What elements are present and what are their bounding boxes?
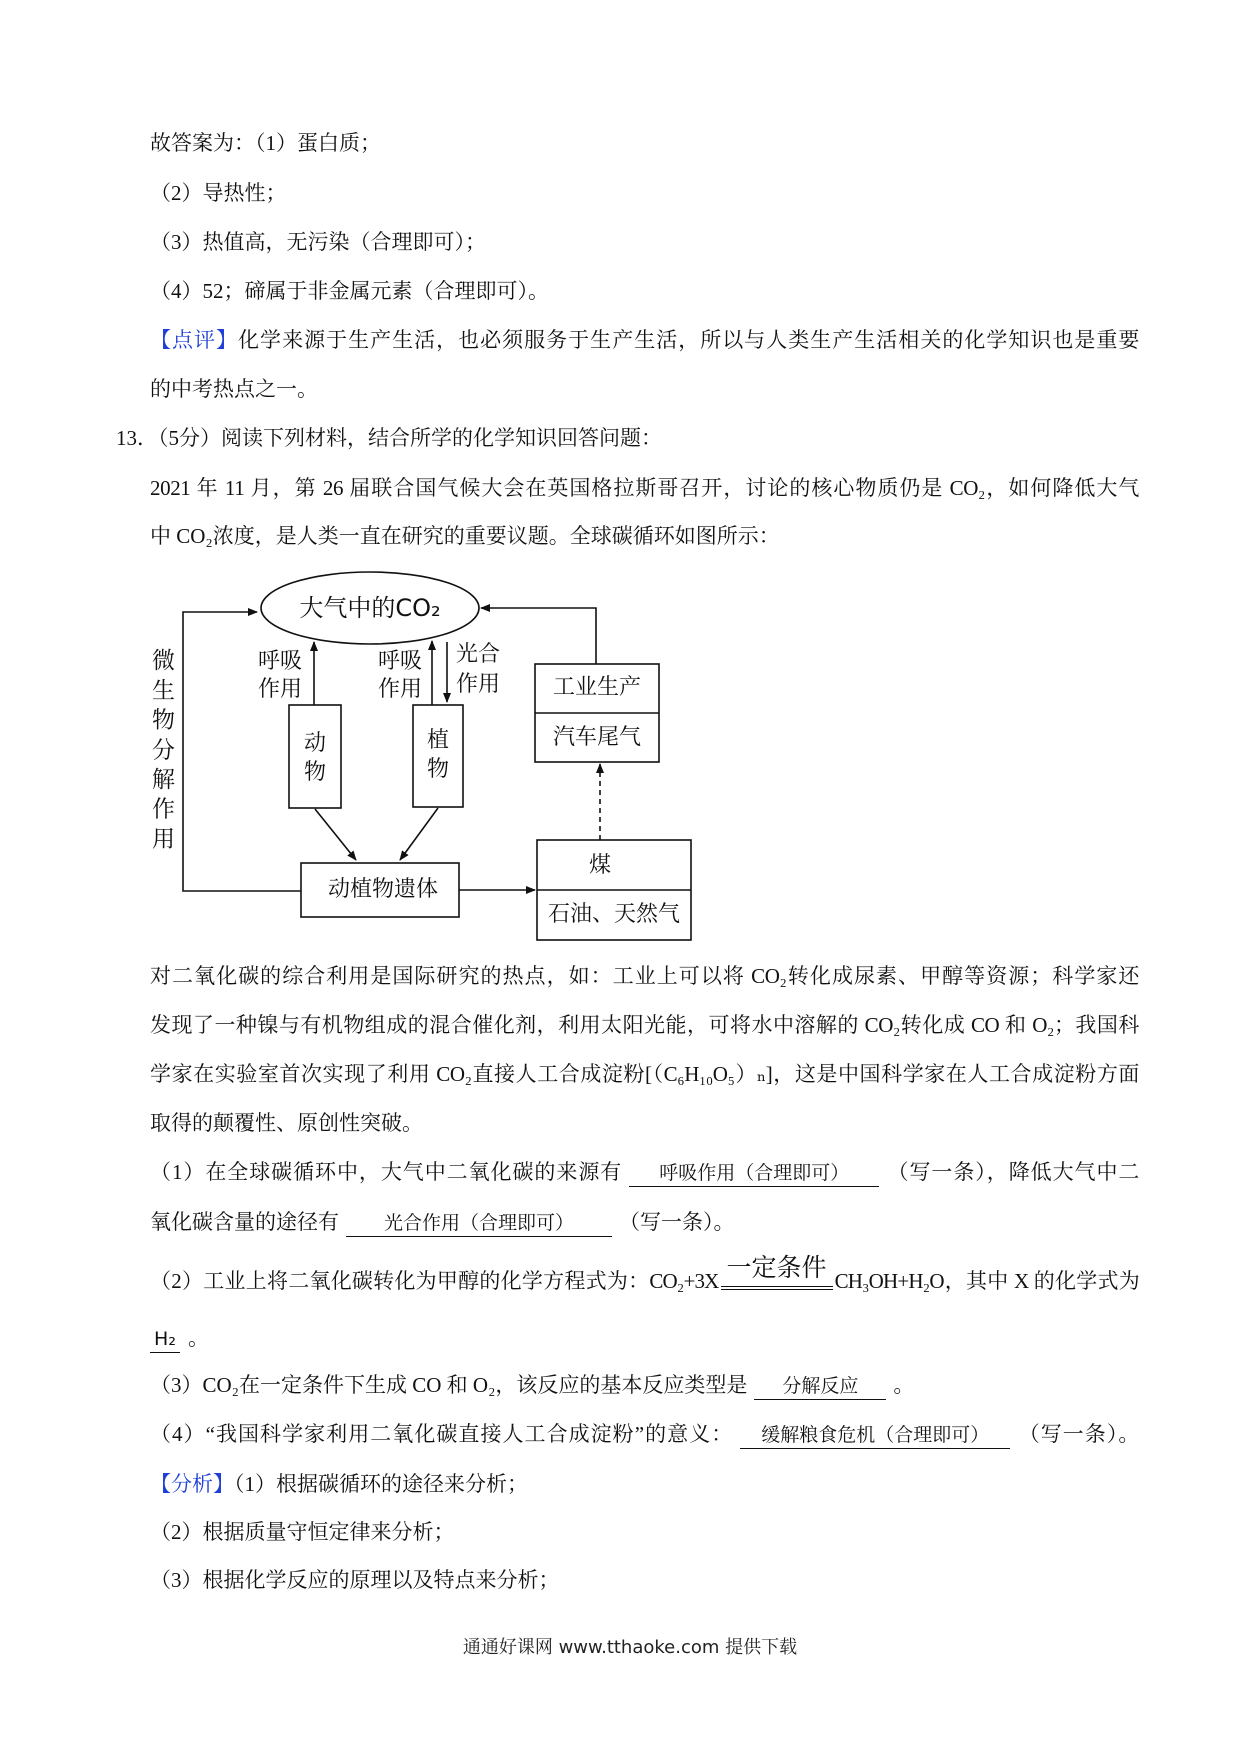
q2-line-2 xyxy=(150,1323,209,1353)
paragraph-line-4: 取得的颠覆性、原创性突破。 xyxy=(150,1111,423,1135)
coal-label: 煤 xyxy=(588,853,612,878)
q2-end: 。 xyxy=(188,1326,209,1350)
animal-respiration-label-2: 作用 xyxy=(257,677,303,702)
q2-answer-blank: H₂ xyxy=(150,1327,180,1353)
analysis-tag: 【分析】 xyxy=(150,1472,234,1496)
decomposition-label: 微生物分解作用 xyxy=(148,648,174,856)
paragraph-line-1: 对二氧化碳的综合利用是国际研究的热点，如：工业上可以将 CO₂转化成尿素、甲醇等资源；科学家还 xyxy=(150,964,1139,988)
material-line-2: 中 CO₂浓度，是人类一直在研究的重要议题。全球碳循环如图所示： xyxy=(150,524,780,548)
animal-label-1: 动 xyxy=(303,731,327,756)
analysis-text-1: （1）根据碳循环的途径来分析； xyxy=(234,1472,528,1496)
plant-label-1: 植 xyxy=(426,728,450,753)
double-line xyxy=(721,1286,833,1290)
q2-products: CH₃OH+H₂O，其中 X 的化学式为 xyxy=(834,1269,1139,1293)
animal-to-remains-arrow xyxy=(315,809,356,860)
q1-answer-blank-1: 呼吸作用（合理即可） xyxy=(629,1161,879,1187)
q4-suffix: （写一条）。 xyxy=(1017,1422,1139,1446)
photosynthesis-label-1: 光合 xyxy=(455,642,501,667)
atmosphere-label: 大气中的CO₂ xyxy=(299,594,441,622)
comment-tag: 【点评】 xyxy=(150,328,239,352)
plant-box xyxy=(413,705,463,807)
animal-respiration-label-1: 呼吸 xyxy=(257,649,303,674)
q3-prefix: （3）CO₂在一定条件下生成 CO 和 O₂，该反应的基本反应类型是 xyxy=(150,1373,748,1397)
analysis-line-1 xyxy=(150,1469,528,1499)
q4-line xyxy=(150,1419,1139,1449)
paragraph-line-2: 发现了一种镍与有机物组成的混合催化剂，利用太阳光能，可将水中溶解的 CO₂转化成 CO 和 O₂；我国科 xyxy=(150,1013,1139,1037)
material-line-1: 2021 年 11 月，第 26 届联合国气候大会在英国格拉斯哥召开，讨论的核心物质仍是 CO₂，如何降低大气 xyxy=(150,476,1139,500)
q3-answer-blank: 分解反应 xyxy=(754,1374,886,1400)
comment-text: 化学来源于生产生活，也必须服务于生产生活，所以与人类生产生活相关的化学知识也是重要 xyxy=(238,328,1139,352)
exhaust-label: 汽车尾气 xyxy=(552,725,642,750)
q1-line-1 xyxy=(150,1157,1139,1187)
answer-line-4: （4）52；碲属于非金属元素（合理即可）。 xyxy=(150,279,549,303)
analysis-line-2: （2）根据质量守恒定律来分析； xyxy=(150,1520,455,1544)
animal-label-2: 物 xyxy=(303,760,327,785)
question-heading xyxy=(116,423,662,453)
question-number: 13． xyxy=(116,426,158,450)
q1-line-2 xyxy=(150,1207,735,1237)
q1-middle: （写一条），降低大气中二 xyxy=(886,1160,1139,1184)
plant-respiration-label-2: 作用 xyxy=(377,677,423,702)
q1-prefix: （1）在全球碳循环中，大气中二氧化碳的来源有 xyxy=(150,1160,623,1184)
remains-label: 动植物遗体 xyxy=(327,877,439,902)
q1-suffix: （写一条）。 xyxy=(619,1210,735,1234)
paragraph-line-3: 学家在实验室首次实现了利用 CO₂直接人工合成淀粉[（C₆H₁₀O₅）ₙ]，这是中国科学家在人工合成淀粉方面 xyxy=(150,1062,1139,1086)
q2-prefix: （2）工业上将二氧化碳转化为甲醇的化学方程式为：CO₂+3X xyxy=(150,1269,719,1293)
comment-line-1 xyxy=(150,325,1139,355)
q3-suffix: 。 xyxy=(893,1373,915,1397)
answer-line-1: 故答案为：（1）蛋白质； xyxy=(150,131,381,155)
industry-label: 工业生产 xyxy=(552,675,642,700)
q2-line-1 xyxy=(150,1253,1139,1296)
plant-to-remains-arrow xyxy=(400,808,438,860)
plant-label-2: 物 xyxy=(426,757,450,782)
oil-gas-label: 石油、天然气 xyxy=(547,902,681,927)
q4-prefix: （4）“我国科学家利用二氧化碳直接人工合成淀粉”的意义： xyxy=(150,1422,734,1446)
reaction-equals-sign xyxy=(721,1253,833,1296)
page-footer: 通通好课网 www.tthaoke.com 提供下载 xyxy=(462,1637,798,1658)
analysis-line-3: （3）根据化学反应的原理以及特点来分析； xyxy=(150,1568,560,1592)
answer-line-3: （3）热值高，无污染（合理即可）； xyxy=(150,230,486,254)
question-title: （5分）阅读下列材料，结合所学的化学知识回答问题： xyxy=(158,426,662,450)
q3-line xyxy=(150,1370,914,1400)
q1-line2-prefix: 氧化碳含量的途径有 xyxy=(150,1210,339,1234)
answer-line-2: （2）导热性； xyxy=(150,181,287,205)
comment-line-2: 的中考热点之一。 xyxy=(150,377,318,401)
q4-answer-blank: 缓解粮食危机（合理即可） xyxy=(740,1423,1010,1449)
reaction-condition: 一定条件 xyxy=(726,1253,827,1282)
q1-answer-blank-2: 光合作用（合理即可） xyxy=(346,1211,612,1237)
plant-respiration-label-1: 呼吸 xyxy=(377,649,423,674)
photosynthesis-label-2: 作用 xyxy=(455,672,501,697)
